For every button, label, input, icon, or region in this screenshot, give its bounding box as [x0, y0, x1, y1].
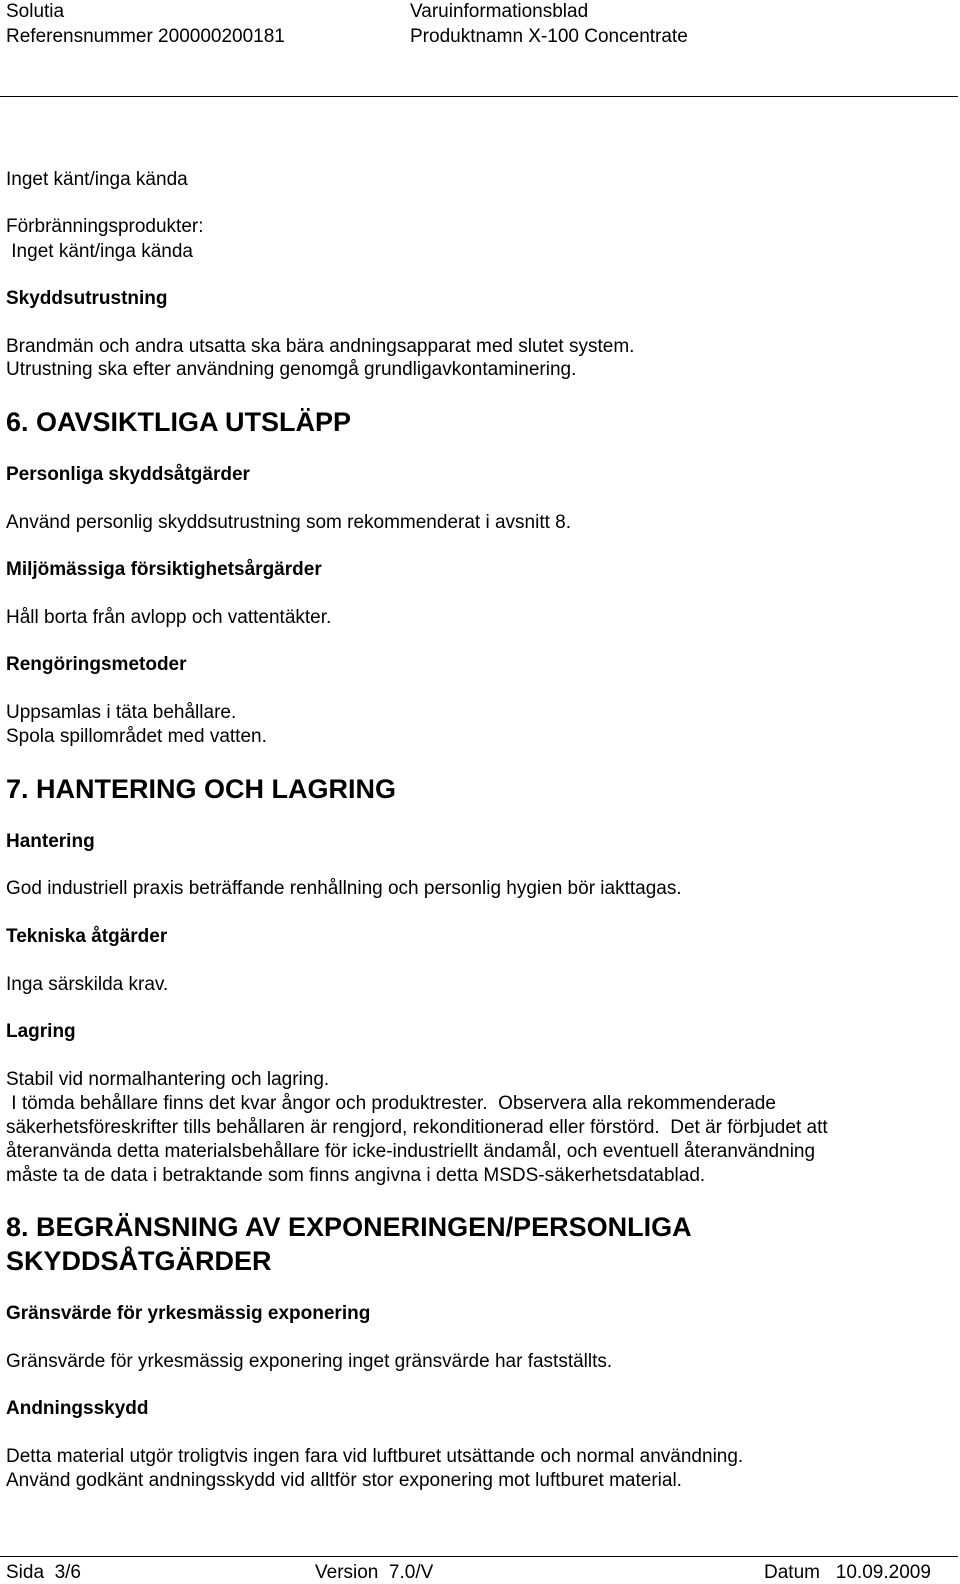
- section-heading: Rengöringsmetoder: [6, 654, 187, 675]
- paragraph: Brandmän och andra utsatta ska bära andningsapparat med slutet system.: [6, 336, 635, 357]
- combustion-label: Förbränningsprodukter:: [6, 216, 204, 237]
- section-title: 7. HANTERING OCH LAGRING: [6, 774, 397, 804]
- paragraph: måste ta de data i betraktande som finns angivna i detta MSDS-säkerhetsdatablad.: [6, 1165, 706, 1186]
- header-right: [410, 0, 688, 49]
- page-number: Sida 3/6: [6, 1562, 81, 1583]
- section-heading: Andningsskydd: [6, 1398, 149, 1419]
- page-footer: [0, 1556, 958, 1584]
- paragraph: återanvända detta materialsbehållare för icke-industriellt ändamål, och eventuell återanvändning: [6, 1141, 816, 1162]
- date: Datum 10.09.2009: [764, 1562, 931, 1583]
- section-heading: Hantering: [6, 831, 95, 852]
- paragraph: Gränsvärde för yrkesmässig exponering inget gränsvärde har fastställts.: [6, 1351, 613, 1372]
- section-heading: Tekniska åtgärder: [6, 926, 168, 947]
- paragraph: Använd godkänt andningsskydd vid alltför stor exponering mot luftburet material.: [6, 1470, 682, 1491]
- reference-number: Referensnummer 200000200181: [6, 26, 285, 47]
- document-title: Varuinformationsblad: [410, 1, 589, 22]
- section-title: 6. OAVSIKTLIGA UTSLÄPP: [6, 407, 352, 437]
- section-title: 8. BEGRÄNSNING AV EXPONERINGEN/PERSONLIGA: [6, 1212, 692, 1242]
- section-heading: Personliga skyddsåtgärder: [6, 464, 250, 485]
- section-heading: Lagring: [6, 1021, 76, 1042]
- page-header: [0, 0, 958, 97]
- paragraph: säkerhetsföreskrifter tills behållaren är rengjord, rekonditionerad eller förstörd. Det är förbjudet att: [6, 1117, 828, 1138]
- paragraph: Stabil vid normalhantering och lagring.: [6, 1069, 330, 1090]
- paragraph: Spola spillområdet med vatten.: [6, 726, 267, 747]
- version: Version 7.0/V: [315, 1562, 434, 1583]
- product-name: Produktnamn X-100 Concentrate: [410, 26, 688, 47]
- combustion-value: Inget känt/inga kända: [6, 241, 193, 262]
- paragraph: Detta material utgör troligtvis ingen fara vid luftburet utsättande och normal användning.: [6, 1446, 744, 1467]
- header-left: [6, 0, 285, 49]
- company-name: Solutia: [6, 1, 65, 22]
- section-heading: Gränsvärde för yrkesmässig exponering: [6, 1303, 371, 1324]
- paragraph: Använd personlig skyddsutrustning som rekommenderat i avsnitt 8.: [6, 512, 571, 533]
- paragraph: God industriell praxis beträffande renhållning och personlig hygien bör iakttagas.: [6, 878, 682, 899]
- section-heading: Miljömässiga försiktighetsårgärder: [6, 559, 322, 580]
- section-heading: Skyddsutrustning: [6, 288, 168, 309]
- section-title: SKYDDSÅTGÄRDER: [6, 1246, 272, 1276]
- paragraph: Uppsamlas i täta behållare.: [6, 702, 237, 723]
- paragraph: Inga särskilda krav.: [6, 974, 169, 995]
- paragraph: I tömda behållare finns det kvar ångor och produktrester. Observera alla rekommenderade: [6, 1093, 776, 1114]
- paragraph: Utrustning ska efter användning genomgå grundligavkontaminering.: [6, 359, 577, 380]
- paragraph: Håll borta från avlopp och vattentäkter.: [6, 607, 332, 628]
- paragraph: Inget känt/inga kända: [6, 169, 188, 190]
